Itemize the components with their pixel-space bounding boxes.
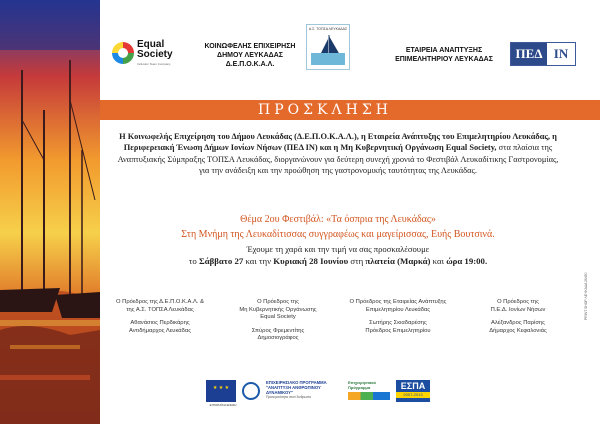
decorative-painting bbox=[0, 0, 100, 424]
epan-line-2: Πρόγραμμα bbox=[348, 385, 371, 390]
intro-organizers: Η Κοινωφελής Επιχείρηση του Δήμου Λευκάδας (Δ.Ε.Π.Ο.Κ.Α.Λ.), η Εταιρεία Ανάπτυξης του Επιμελητηρίου Λευκάδας, η Περιφερειακή Ένωση Δήμων Ιονίων Νήσων (ΠΕΔ ΙΝ) και η Μη Κυβερνητική Οργάνωση Equal Society, bbox=[119, 132, 557, 153]
sig2-role-3: Equal Society bbox=[260, 314, 296, 321]
eu-flag-icon bbox=[206, 380, 237, 407]
sig2-name: Σπύρος Φρεμεντίτης bbox=[251, 327, 305, 334]
signature-depokal bbox=[100, 299, 220, 335]
sig1-name: Αθανάσιος Περδικάρης bbox=[130, 320, 190, 327]
memory-dedication: Στη Μνήμη της Λευκαδίτισσας συγγραφέως και μαγείρισσας, Ευής Βουτσινά. bbox=[181, 229, 495, 240]
funding-logos bbox=[206, 380, 466, 407]
print-shop-credit: PRINT SHOP ΛΕΥΚΑΔΑ 26450 bbox=[584, 272, 588, 320]
date-day-2: Κυριακή 28 Ιουνίου bbox=[273, 256, 349, 266]
signatures bbox=[100, 299, 580, 369]
equal-society-ring-icon bbox=[112, 42, 134, 64]
equal-society-title-1: Equal bbox=[137, 39, 165, 50]
program-logo bbox=[266, 380, 344, 402]
intro-description: στα πλαίσια της Αναπτυξιακής Σύμπραξης ΤΟΠΣΑ Λευκάδας, διοργανώνουν για δεύτερη συνεχή χρονιά το Φεστιβάλ Λευκαδίτικης Γαστρονομίας, για την ανάδειξη και την προώθηση της γαστρονομικής ταυτότητας της Λευκάδας. bbox=[117, 143, 559, 175]
signature-equal-society bbox=[218, 299, 338, 343]
sig2-role-1: Ο Πρόεδρος της bbox=[257, 299, 299, 305]
date-pre: το bbox=[188, 256, 199, 266]
sig1-title: Αντιδήμαρχος Λευκάδας bbox=[128, 327, 192, 334]
sig4-role-2: Π.Ε.Δ. Ιονίων Νήσων bbox=[490, 306, 546, 313]
sig4-role-1: Ο Πρόεδρος της bbox=[497, 299, 539, 305]
topsa-caption: Α.Σ. ΤΟΠΣΑ ΛΕΥΚΑΔΑΣ bbox=[308, 27, 348, 31]
sig4-title: Δήμαρχος Κεφαλονιάς bbox=[489, 327, 547, 334]
sea-shape bbox=[311, 53, 345, 65]
ped-in-left: ΠΕΔ bbox=[511, 43, 547, 65]
invite-line: Έχουμε τη χαρά και την τιμή να σας προσκαλέσουμε bbox=[246, 244, 430, 254]
intro-paragraph bbox=[112, 131, 564, 176]
date-mid-3: και bbox=[430, 256, 447, 266]
date-time: ώρα 19:00. bbox=[446, 256, 488, 266]
topsa-logo bbox=[306, 24, 350, 70]
title-band bbox=[100, 100, 600, 120]
greek-emblem-icon bbox=[240, 380, 262, 402]
equal-society-title-2: Society bbox=[137, 49, 173, 60]
sig1-role-2: της Α.Σ. ΤΟΠΣΑ Λευκάδας bbox=[126, 306, 194, 313]
sig3-role-2: Επιμελητηρίου Λευκάδας bbox=[365, 306, 431, 313]
signature-ped bbox=[458, 299, 578, 335]
sig3-title: Πρόεδρος Επιμελητηρίου bbox=[365, 327, 431, 334]
espa-years: 2007-2013 bbox=[396, 392, 430, 398]
ped-in-logo bbox=[510, 42, 576, 66]
logos-row bbox=[106, 27, 576, 78]
program-line-1: ΕΠΙΧΕΙΡΗΣΙΑΚΟ ΠΡΟΓΡΑΜΜΑ bbox=[266, 380, 327, 385]
epan-line-1: Επιχειρησιακό bbox=[348, 380, 376, 385]
sig2-role-2: Μη Κυβερνητικής Οργάνωσης bbox=[239, 306, 317, 313]
program-line-2: "ΑΝΑΠΤΥΞΗ ΑΝΘΡΩΠΙΝΟΥ ΔΥΝΑΜΙΚΟΥ" bbox=[266, 385, 321, 395]
sig2-title: Δημοσιογράφος bbox=[257, 335, 299, 342]
program-sub: Προτεραιότητα στον Άνθρωπο bbox=[266, 395, 312, 399]
signature-etaireia bbox=[338, 299, 458, 335]
date-mid-2: στη bbox=[348, 256, 366, 266]
invitation-title: ΠΡΟΣΚΛΗΣΗ bbox=[258, 102, 392, 118]
festival-theme: Θέμα 2ου Φεστιβάλ: «Τα όσπρια της Λευκάδας» bbox=[240, 214, 436, 225]
eu-caption: ★ ★ ★ ΕΥΡΩΠΑΪΚΗ ΕΝΩΣΗ bbox=[209, 403, 237, 407]
epan-bar bbox=[348, 392, 390, 400]
depokal-line-1: ΚΟΙΝΩΦΕΛΗΣ ΕΠΙΧΕΙΡΗΣΗ bbox=[204, 43, 296, 50]
sig1-role-1: Ο Πρόεδρος της Δ.Ε.Π.Ο.Κ.Α.Λ. & bbox=[116, 299, 204, 305]
espa-logo bbox=[396, 380, 430, 402]
date-day-1: Σάββατο 27 bbox=[198, 256, 244, 266]
etaireia-logo bbox=[388, 46, 500, 64]
sig3-role-1: Ο Πρόεδρος της Εταιρείας Ανάπτυξης bbox=[349, 299, 447, 305]
date-place: πλατεία (Μαρκά) bbox=[365, 256, 431, 266]
sig3-name: Σωτήρης Σκιαδαρέσης bbox=[369, 320, 427, 327]
equal-society-tagline: Inclusion Team Company bbox=[137, 62, 171, 66]
etaireia-line-1: ΕΤΑΙΡΕΙΑ ΑΝΑΠΤΥΞΗΣ bbox=[405, 47, 483, 54]
depokal-logo bbox=[202, 42, 298, 69]
espa-title: ΕΣΠΑ bbox=[400, 381, 426, 391]
date-mid-1: και την bbox=[243, 256, 274, 266]
depokal-line-3: Δ.Ε.Π.Ο.Κ.Α.Λ. bbox=[225, 61, 275, 68]
equal-society-logo bbox=[112, 40, 182, 70]
depokal-line-2: ΔΗΜΟΥ ΛΕΥΚΑΔΑΣ bbox=[217, 52, 283, 59]
sig4-name: Αλέξανδρος Παρίσης bbox=[491, 320, 545, 327]
epan-logo bbox=[348, 380, 390, 402]
date-line bbox=[112, 256, 564, 267]
etaireia-line-2: ΕΠΙΜΕΛΗΤΗΡΙΟΥ ΛΕΥΚΑΔΑΣ bbox=[395, 56, 493, 63]
ped-in-right: IN bbox=[553, 46, 569, 61]
